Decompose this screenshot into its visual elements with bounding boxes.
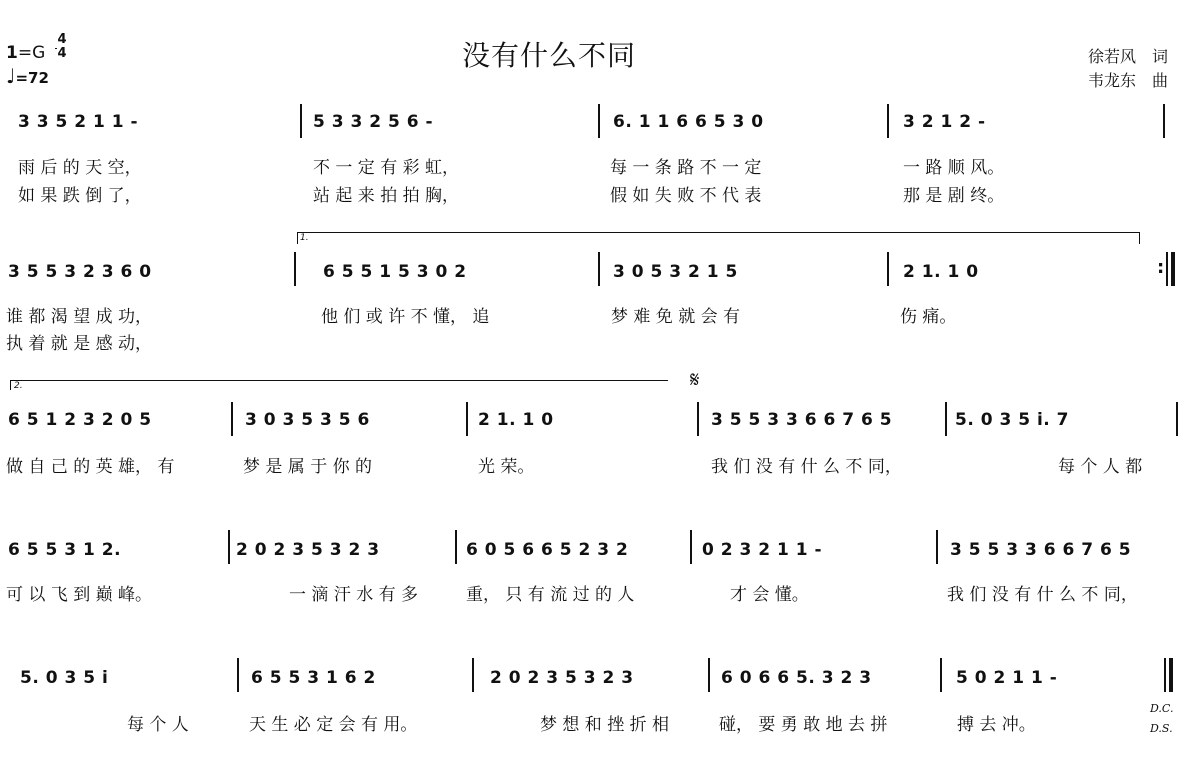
barline bbox=[708, 658, 710, 692]
lyric-line: 一 路 顺 风。 bbox=[903, 158, 1005, 178]
notes-row3-m2: 3 0 3 5 3 5 6 bbox=[245, 410, 370, 430]
barline bbox=[945, 402, 947, 436]
lyric-line: 可 以 飞 到 巅 峰。 bbox=[6, 585, 153, 605]
lyric-line: 光 荣。 bbox=[478, 457, 535, 477]
lyric-line: 一 滴 汗 水 有 多 bbox=[289, 585, 419, 605]
notes-row1-m2: 5 3 3 2 5 6 - bbox=[313, 112, 434, 132]
notes-row3-m3: 2 1. 1 0 bbox=[478, 410, 554, 430]
lyric-line: 谁 都 渴 望 成 功， bbox=[6, 307, 153, 327]
lyric-line: 那 是 剧 终。 bbox=[903, 186, 1005, 206]
lyric-line: 雨 后 的 天 空， bbox=[18, 158, 142, 178]
barline bbox=[887, 104, 889, 138]
volta-bracket-start bbox=[10, 380, 11, 390]
composer-credit: 韦龙东 曲 bbox=[1088, 71, 1169, 90]
notes-row4-m2: 2 0 2 3 5 3 2 3 bbox=[236, 540, 380, 560]
repeat-dots: : bbox=[1157, 257, 1165, 278]
notes-row4-m5: 3 5 5 3 3 6 6 7 6 5 bbox=[950, 540, 1132, 560]
lyric-line: 伤 痛。 bbox=[900, 307, 957, 327]
notes-row5-m1: 5. 0 3 5 i bbox=[20, 668, 109, 688]
notes-row4-m4: 0 2 3 2 1 1 - bbox=[702, 540, 823, 560]
lyric-line: 重， 只 有 流 过 的 人 bbox=[466, 585, 635, 605]
quarter-note-icon: ♩ bbox=[6, 64, 16, 88]
notes-row3-m5: 5. 0 3 5 i. 7 bbox=[955, 410, 1069, 430]
volta-bracket-end bbox=[1139, 232, 1140, 244]
repeat-barline-thick bbox=[1171, 252, 1175, 286]
lyric-line: 才 会 懂。 bbox=[730, 585, 809, 605]
notes-row2-m1: 3 5 5 3 2 3 6 0 bbox=[8, 262, 152, 282]
lyric-line: 梦 是 属 于 你 的 bbox=[243, 457, 373, 477]
barline bbox=[936, 530, 938, 564]
lyric-line: 梦 想 和 挫 折 相 bbox=[540, 715, 670, 735]
repeat-barline-thin bbox=[1166, 252, 1168, 286]
lyricist-credit: 徐若风 词 bbox=[1088, 47, 1169, 66]
barline bbox=[300, 104, 302, 138]
notes-row4-m1: 6 5 5 3 1 2. bbox=[8, 540, 122, 560]
notes-row2-m2: 6 5 5 1 5 3 0 2 bbox=[323, 262, 467, 282]
notes-row1-m3: 6. 1 1 6 6 5 3 0 bbox=[613, 112, 764, 132]
barline bbox=[887, 252, 889, 286]
final-barline-thin bbox=[1164, 658, 1166, 692]
lyric-line: 搏 去 冲。 bbox=[957, 715, 1036, 735]
barline bbox=[598, 252, 600, 286]
volta-bracket bbox=[10, 380, 668, 381]
lyric-line: 每 个 人 bbox=[127, 715, 189, 735]
notes-row3-m1: 6 5 1 2 3 2 0 5 bbox=[8, 410, 152, 430]
notes-row5-m5: 5 0 2 1 1 - bbox=[956, 668, 1058, 688]
barline bbox=[294, 252, 296, 286]
lyric-line: 执 着 就 是 感 动， bbox=[6, 334, 153, 354]
notes-row5-m2: 6 5 5 3 1 6 2 bbox=[251, 668, 376, 688]
tempo-marking: ♩=72 bbox=[6, 64, 49, 88]
lyric-line: 做 自 己 的 英 雄， 有 bbox=[6, 457, 175, 477]
barline bbox=[455, 530, 457, 564]
barline bbox=[697, 402, 699, 436]
ds-marking: D.S. bbox=[1150, 722, 1173, 735]
barline bbox=[237, 658, 239, 692]
notes-row4-m3: 6 0 5 6 6 5 2 3 2 bbox=[466, 540, 629, 560]
notes-row2-m3: 3 0 5 3 2 1 5 bbox=[613, 262, 738, 282]
lyric-line: 假 如 失 败 不 代 表 bbox=[610, 186, 762, 206]
lyric-line: 每 个 人 都 bbox=[1058, 457, 1143, 477]
notes-row2-m4: 2 1. 1 0 bbox=[903, 262, 979, 282]
barline bbox=[228, 530, 230, 564]
lyric-line: 每 一 条 路 不 一 定 bbox=[610, 158, 762, 178]
lyric-line: 碰， 要 勇 敢 地 去 拼 bbox=[719, 715, 888, 735]
final-barline-thick bbox=[1169, 658, 1173, 692]
lyric-line: 天 生 必 定 会 有 用。 bbox=[249, 715, 418, 735]
time-signature: 4 4 bbox=[55, 33, 69, 61]
volta-label: 2. bbox=[14, 381, 23, 391]
lyric-line: 我 们 没 有 什 么 不 同， bbox=[947, 585, 1138, 605]
barline bbox=[690, 530, 692, 564]
lyric-line: 如 果 跌 倒 了， bbox=[18, 186, 142, 206]
lyric-line: 他 们 或 许 不 懂， 追 bbox=[321, 307, 490, 327]
barline bbox=[940, 658, 942, 692]
barline bbox=[598, 104, 600, 138]
volta-bracket bbox=[297, 232, 1139, 233]
barline bbox=[466, 402, 468, 436]
lyric-line: 我 们 没 有 什 么 不 同， bbox=[711, 457, 902, 477]
barline bbox=[472, 658, 474, 692]
volta-bracket-start bbox=[297, 232, 298, 244]
notes-row1-m4: 3 2 1 2 - bbox=[903, 112, 986, 132]
dc-marking: D.C. bbox=[1150, 702, 1174, 715]
segno-icon: 𝄋 bbox=[690, 368, 700, 393]
page-title: 没有什么不同 bbox=[462, 39, 637, 72]
lyric-line: 站 起 来 拍 拍 胸， bbox=[313, 186, 460, 206]
key-signature: 1=G bbox=[6, 43, 46, 63]
notes-row5-m3: 2 0 2 3 5 3 2 3 bbox=[490, 668, 634, 688]
volta-label: 1. bbox=[300, 233, 309, 243]
barline bbox=[1176, 402, 1178, 436]
barline bbox=[1163, 104, 1165, 138]
lyric-line: 不 一 定 有 彩 虹， bbox=[313, 158, 460, 178]
notes-row1-m1: 3 3 5 2 1 1 - bbox=[18, 112, 139, 132]
barline bbox=[231, 402, 233, 436]
lyric-line: 梦 难 免 就 会 有 bbox=[611, 307, 741, 327]
notes-row3-m4: 3 5 5 3 3 6 6 7 6 5 bbox=[711, 410, 893, 430]
notes-row5-m4: 6 0 6 6 5. 3 2 3 bbox=[721, 668, 872, 688]
